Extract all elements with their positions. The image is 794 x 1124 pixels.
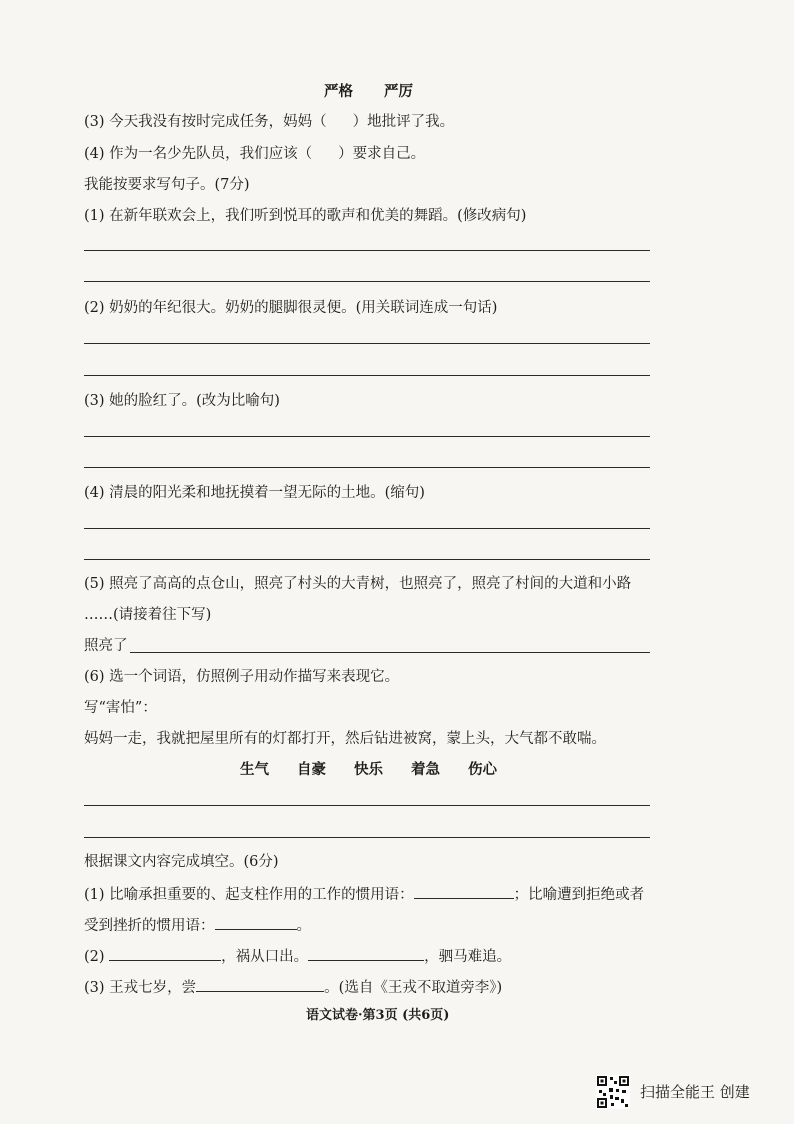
sentence-task-6: (6) 选一个词语，仿照例子用动作描写来表现它。 bbox=[84, 669, 400, 685]
answer-line bbox=[84, 467, 650, 468]
answer-line bbox=[84, 837, 650, 838]
section-fill-in: 根据课文内容完成填空。(6分) bbox=[84, 854, 279, 870]
question-4 bbox=[84, 145, 425, 163]
fill-question-2 bbox=[84, 946, 511, 966]
scanner-watermark: 扫描全能王 创建 bbox=[640, 1083, 750, 1101]
fill-question-1-text-c: 受到挫折的惯用语： bbox=[84, 918, 215, 934]
sentence-task-5-prefix: 照亮了 bbox=[84, 638, 128, 654]
fill-question-1 bbox=[84, 884, 644, 904]
answer-line bbox=[130, 652, 650, 653]
sentence-task-5: (5) 照亮了高高的点仓山，照亮了村头的大青树，也照亮了，照亮了村间的大道和小路 bbox=[84, 576, 632, 592]
fill-question-3-text-a: (3) 王戎七岁，尝 bbox=[84, 980, 197, 996]
answer-line bbox=[84, 559, 650, 560]
fill-question-1-text-a: (1) 比喻承担重要的、起支柱作用的工作的惯用语： bbox=[84, 887, 414, 903]
fill-question-3 bbox=[84, 977, 502, 997]
example-sentence: 妈妈一走，我就把屋里所有的灯都打开，然后钻进被窝，蒙上头，大气都不敢喘。 bbox=[84, 731, 606, 747]
word-choice: 伤心 bbox=[468, 761, 497, 778]
answer-line bbox=[84, 436, 650, 437]
word-choice: 着急 bbox=[411, 761, 440, 778]
answer-line bbox=[84, 805, 650, 806]
sentence-task-5-continued: ……(请接着往下写) bbox=[84, 607, 212, 623]
blank bbox=[308, 946, 424, 961]
word-option-2: 严厉 bbox=[384, 83, 413, 100]
fill-question-3-text-b: 。(选自《王戎不取道旁李》) bbox=[324, 980, 503, 996]
question-3-text-b: ）地批评了我。 bbox=[352, 114, 455, 130]
fill-question-2-text-b: ，驷马难追。 bbox=[424, 949, 512, 965]
word-choice: 生气 bbox=[240, 761, 269, 778]
blank bbox=[414, 884, 514, 899]
answer-line bbox=[84, 281, 650, 282]
sentence-task-2: (2) 奶奶的年纪很大。奶奶的腿脚很灵便。(用关联词连成一句话) bbox=[84, 300, 498, 316]
question-3-text-a: (3) 今天我没有按时完成任务，妈妈（ bbox=[84, 114, 327, 130]
answer-line bbox=[84, 343, 650, 344]
word-choice: 快乐 bbox=[354, 761, 383, 778]
sentence-task-1: (1) 在新年联欢会上，我们听到悦耳的歌声和优美的舞蹈。(修改病句) bbox=[84, 208, 527, 224]
example-label: 写“害怕”： bbox=[84, 700, 157, 716]
question-3 bbox=[84, 113, 454, 131]
section-write-sentences: 我能按要求写句子。(7分) bbox=[84, 177, 250, 193]
question-4-text-b: ）要求自己。 bbox=[338, 146, 426, 162]
word-choices bbox=[240, 761, 525, 779]
fill-question-1-line-2 bbox=[84, 915, 311, 935]
word-choice: 自豪 bbox=[297, 761, 326, 778]
fill-question-1-text-b: ；比喻遭到拒绝或者 bbox=[513, 887, 645, 903]
answer-line bbox=[84, 528, 650, 529]
blank bbox=[215, 915, 297, 930]
fill-question-2-number: (2) bbox=[84, 949, 105, 965]
qr-code-icon bbox=[596, 1075, 630, 1109]
blank bbox=[196, 977, 324, 992]
fill-question-2-text-a: ，祸从口出。 bbox=[221, 949, 309, 965]
question-4-text-a: (4) 作为一名少先队员，我们应该（ bbox=[84, 146, 313, 162]
blank bbox=[109, 946, 221, 961]
sentence-task-3: (3) 她的脸红了。(改为比喻句) bbox=[84, 393, 280, 409]
answer-line bbox=[84, 375, 650, 376]
word-option-1: 严格 bbox=[324, 83, 353, 100]
fill-question-1-text-d: 。 bbox=[296, 918, 311, 934]
page-footer: 语文试卷·第3页 (共6页) bbox=[306, 1008, 450, 1023]
sentence-task-4: (4) 清晨的阳光柔和地抚摸着一望无际的土地。(缩句) bbox=[84, 485, 425, 501]
answer-line bbox=[84, 250, 650, 251]
